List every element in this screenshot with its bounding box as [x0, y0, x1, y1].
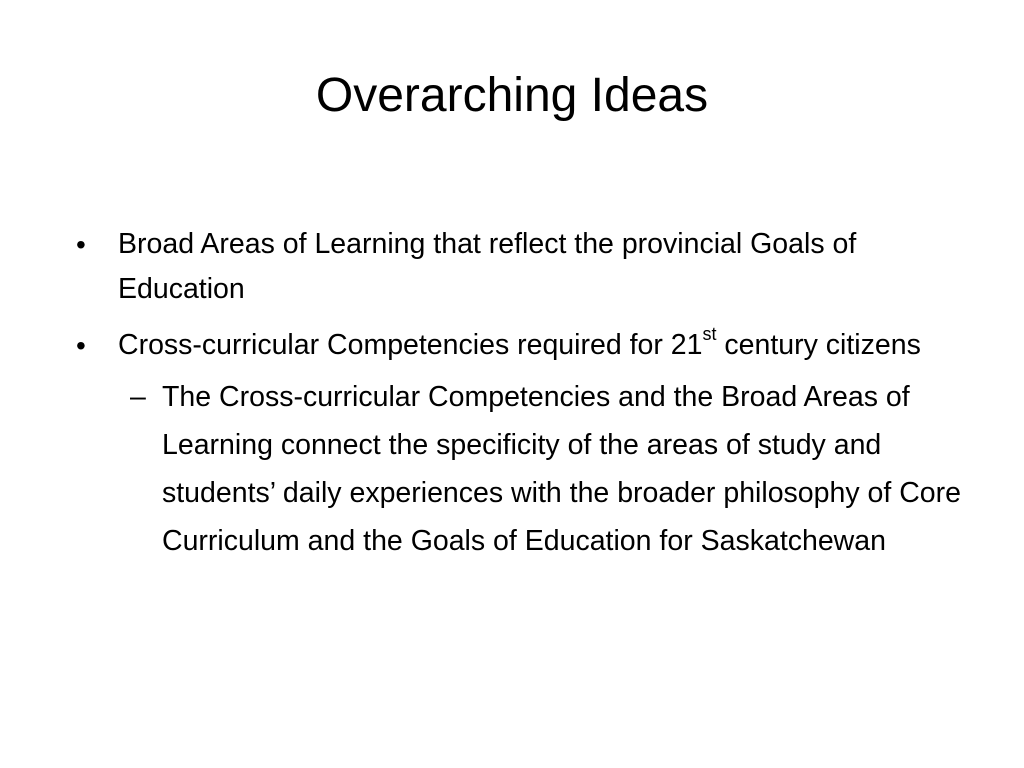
sub-bullet-text: The Cross-curricular Competencies and the Broad Areas of Learning connect the specificity of the areas of study and students’ daily experiences with the broader philosophy of Core Curriculum and the Goals of Education for Saskatchewan [162, 381, 961, 557]
sub-bullet-marker: – [130, 381, 146, 413]
bullet-marker: • [76, 330, 86, 361]
bullet-text [118, 323, 921, 361]
bullet-text-main: Cross-curricular Competencies required for 21 [118, 329, 703, 361]
bullet-item [72, 323, 972, 368]
ordinal-superscript: st [702, 323, 717, 344]
bullet-text: Broad Areas of Learning that reflect the provincial Goals of Education [118, 228, 857, 305]
bullet-item [72, 222, 972, 312]
bullet-marker: • [76, 229, 86, 260]
slide-body [72, 222, 972, 565]
slide-title: Overarching Ideas [315, 69, 709, 122]
sub-bullet-item [118, 373, 972, 565]
bullet-text-tail: century citizens [716, 329, 921, 361]
